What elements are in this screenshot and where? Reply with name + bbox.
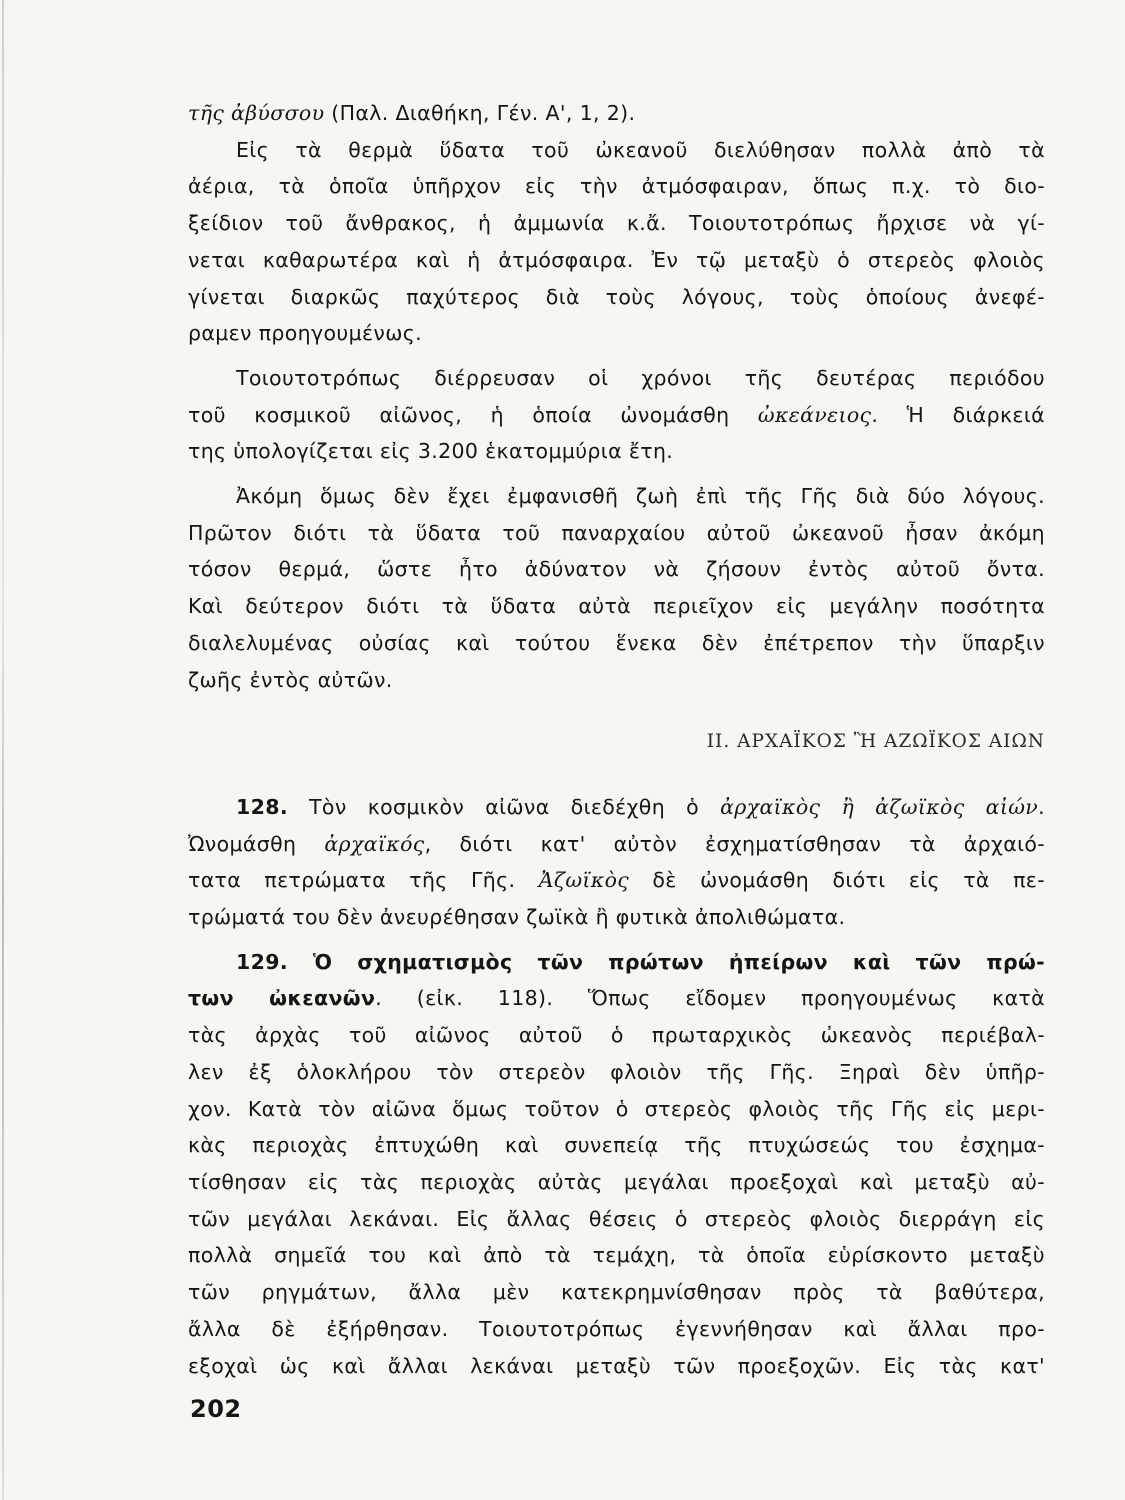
paragraph-no-life: [188, 478, 1045, 698]
paragraph-number: 129.: [236, 949, 288, 974]
text-line: ἀέρια, τὰ ὁποῖα ὑπῆρχον εἰς τὴν ἀτμόσφαιραν, ὅπως π.χ. τὸ διο-: [188, 174, 1045, 199]
text-line: Πρῶτον διότι τὰ ὕδατα τοῦ παναρχαίου αὐτοῦ ὠκεανοῦ ἦσαν ἀκόμη: [188, 520, 1045, 545]
text-line: Καὶ δεύτερον διότι τὰ ὕδατα αὐτὰ περιεῖχον εἰς μεγάλην ποσότητα: [188, 594, 1045, 619]
text-line: διαλελυμένας οὐσίας καὶ τούτου ἕνεκα δὲν ἐπέτρεπον τὴν ὕπαρξιν: [188, 630, 1045, 655]
paragraph-128: [188, 789, 1045, 936]
paragraph-129: [188, 944, 1045, 1384]
text-line: ραμεν προηγουμένως.: [188, 321, 422, 346]
text-line: ξείδιον τοῦ ἄνθρακος, ἡ ἀμμωνία κ.ἄ. Τοιουτοτρόπως ἤρχισε νὰ γί-: [188, 211, 1045, 236]
section-heading: ΙΙ. ΑΡΧΑΪΚΟΣ Ἢ ΑΖΩΪΚΟΣ ΑΙΩΝ: [706, 731, 1045, 753]
text-line: νεται καθαρωτέρα καὶ ἡ ἀτμόσφαιρα. Ἐν τῷ μεταξὺ ὁ στερεὸς φλοιὸς: [188, 247, 1045, 272]
text-line: Τοιουτοτρόπως διέρρευσαν οἱ χρόνοι τῆς δευτέρας περιόδου: [236, 365, 1045, 390]
text-line: τῶν μεγάλαι λεκάναι. Εἰς ἄλλας θέσεις ὁ στερεὸς φλοιὸς διερράγη εἰς: [188, 1206, 1045, 1231]
text-line: 128. Τὸν κοσμικὸν αἰῶνα διεδέχθη ὁ ἀρχαϊκὸς ἢ ἀζωϊκὸς αἰών.: [236, 794, 1045, 819]
text-line: τοῦ κοσμικοῦ αἰῶνος, ἡ ὁποία ὠνομάσθη ὠκεάνειος. Ἡ διάρκειά: [188, 402, 1045, 427]
text-line: Ὠνομάσθη ἀρχαϊκός, διότι κατ' αὐτὸν ἐσχηματίσθησαν τὰ ἀρχαιό-: [188, 831, 1045, 856]
text-line: τὰς ἀρχὰς τοῦ αἰῶνος αὐτοῦ ὁ πρωταρχικὸς ὠκεανὸς περιέβαλ-: [188, 1023, 1045, 1048]
text-line: της ὑπολογίζεται εἰς 3.200 ἑκατομμύρια ἔτη.: [188, 439, 674, 464]
text-line: Εἰς τὰ θερμὰ ὕδατα τοῦ ὠκεανοῦ διελύθησαν πολλὰ ἀπὸ τὰ: [236, 137, 1045, 162]
text-line: τίσθησαν εἰς τὰς περιοχὰς αὐτὰς μεγάλαι προεξοχαὶ καὶ μεταξὺ αὐ-: [188, 1169, 1045, 1194]
text-line: λεν ἐξ ὁλοκλήρου τὸν στερεὸν φλοιὸν τῆς Γῆς. Ξηραὶ δὲν ὑπῆρ-: [188, 1059, 1045, 1084]
text-line: τῶν ρηγμάτων, ἄλλα μὲν κατεκρημνίσθησαν πρὸς τὰ βαθύτερα,: [188, 1280, 1045, 1305]
text-line: τόσον θερμά, ὥστε ἦτο ἀδύνατον νὰ ζήσουν ἐντὸς αὐτοῦ ὄντα.: [188, 557, 1045, 582]
text-line: τατα πετρώματα τῆς Γῆς. Ἀζωϊκὸς δὲ ὠνομάσθη διότι εἰς τὰ πε-: [188, 868, 1045, 893]
text-line: τρώματά του δὲν ἀνευρέθησαν ζωϊκὰ ἢ φυτικὰ ἀπολιθώματα.: [188, 905, 846, 930]
body-text: [188, 95, 1045, 1384]
paragraph-oceanic-period: [188, 360, 1045, 470]
page-edge-shadow: [2, 0, 4, 1500]
text-line: εξοχαὶ ὡς καὶ ἄλλαι λεκάναι μεταξὺ τῶν προεξοχῶν. Εἰς τὰς κατ': [188, 1353, 1045, 1378]
text-line: χον. Κατὰ τὸν αἰῶνα ὅμως τοῦτον ὁ στερεὸς φλοιὸς τῆς Γῆς εἰς μερι-: [188, 1096, 1045, 1121]
text-line: γίνεται διαρκῶς παχύτερος διὰ τοὺς λόγους, τοὺς ὁποίους ἀνεφέ-: [188, 284, 1045, 309]
paragraph-number: 128.: [236, 794, 288, 819]
text-line: κὰς περιοχὰς ἐπτυχώθη καὶ συνεπείᾳ τῆς πτυχώσεώς του ἐσχημα-: [188, 1133, 1045, 1158]
page-number: 202: [190, 1395, 242, 1423]
text-line: των ὠκεανῶν. (εἰκ. 118). Ὅπως εἴδομεν προηγουμένως κατὰ: [188, 986, 1045, 1011]
paragraph-gases: [188, 132, 1045, 352]
text-line: ἄλλα δὲ ἐξήρθησαν. Τοιουτοτρόπως ἐγεννήθησαν καὶ ἄλλαι προ-: [188, 1316, 1045, 1341]
text-line: ζωῆς ἐντὸς αὐτῶν.: [188, 667, 393, 692]
text-line: πολλὰ σημεῖά του καὶ ἀπὸ τὰ τεμάχη, τὰ ὁποῖα εὑρίσκοντο μεταξὺ: [188, 1243, 1045, 1268]
text-line: Ἀκόμη ὅμως δὲν ἔχει ἐμφανισθῆ ζωὴ ἐπὶ τῆς Γῆς διὰ δύο λόγους.: [236, 484, 1045, 509]
text-line: τῆς ἀβύσσου (Παλ. Διαθήκη, Γέν. Α', 1, 2).: [188, 101, 636, 125]
text-line: 129. Ὁ σχηματισμὸς τῶν πρώτων ἠπείρων καὶ τῶν πρώ-: [236, 949, 1045, 974]
